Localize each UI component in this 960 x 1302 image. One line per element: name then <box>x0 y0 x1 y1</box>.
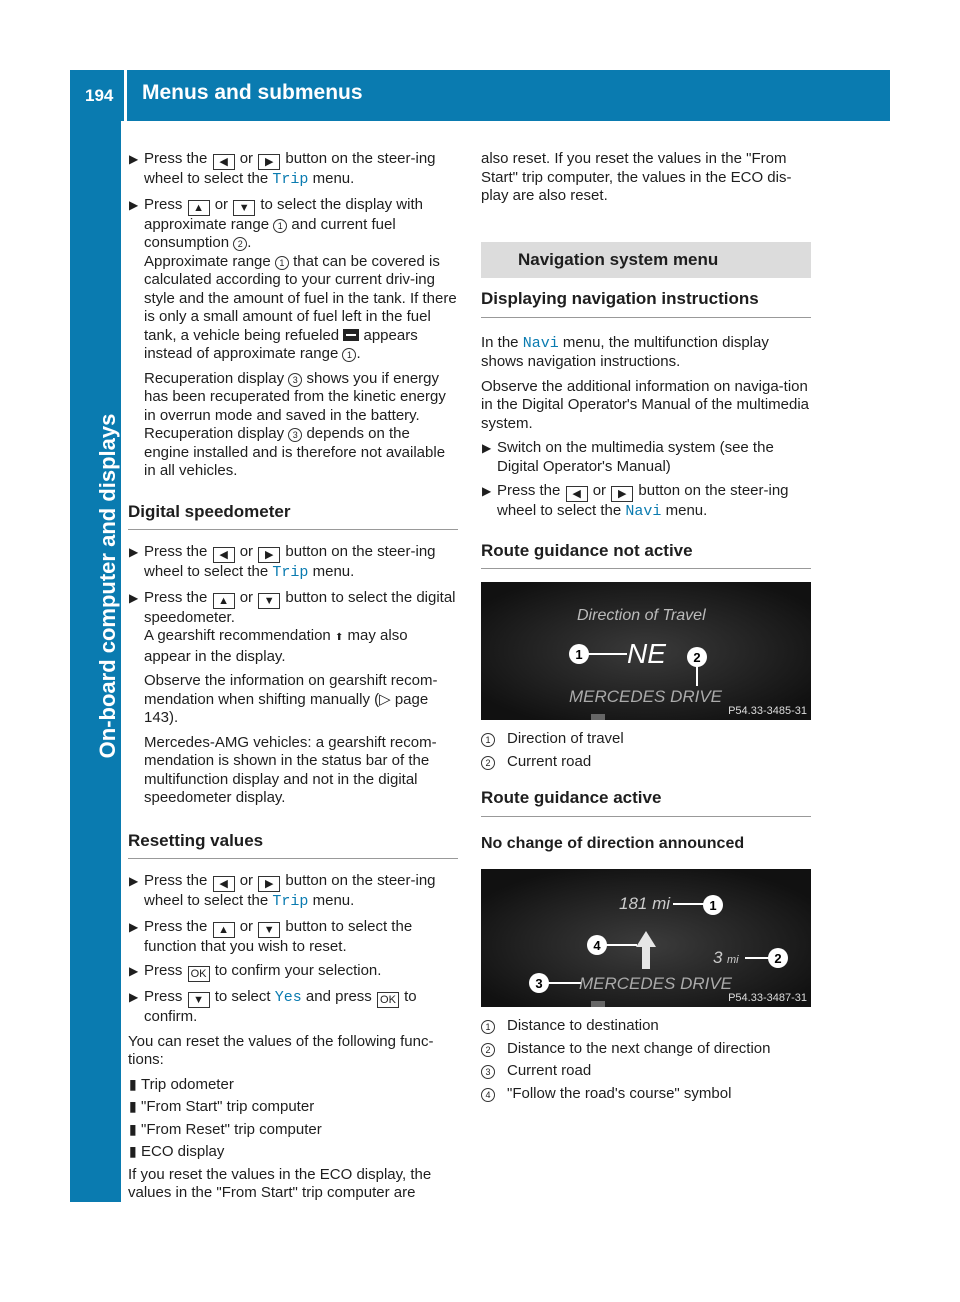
step-text: or <box>239 917 254 935</box>
left-key-icon: ◀ <box>213 876 235 892</box>
legend-item <box>481 753 811 772</box>
step-marker-icon: ▶ <box>129 990 139 1004</box>
distance-to-destination: 181 mi <box>619 894 671 913</box>
heading-displaying-navigation: Displaying navigation instructions <box>481 290 811 318</box>
heading-resetting-values: Resetting values <box>128 832 458 860</box>
reset-list-item-text: Trip odometer <box>141 1075 234 1093</box>
header-divider <box>124 70 127 121</box>
step-text: Press <box>144 988 183 1005</box>
step-text: or <box>239 872 254 889</box>
step-text: or <box>239 588 254 606</box>
right-key-icon: ▶ <box>258 547 280 563</box>
left-key-icon: ◀ <box>213 547 235 563</box>
bullet-icon: ▮ <box>129 1143 137 1159</box>
legend-item <box>481 1062 811 1081</box>
step-select-range <box>128 196 458 364</box>
step-text: Press the <box>144 588 208 606</box>
display-illustration <box>481 582 811 720</box>
legend-not-active <box>481 730 811 771</box>
reset-list-item <box>128 1076 458 1095</box>
step-text: button on the steer-ing wheel to select the <box>144 543 436 580</box>
step-text: menu. <box>312 563 355 580</box>
page-header <box>70 70 890 121</box>
current-road-label: MERCEDES DRIVE <box>569 687 723 706</box>
reset-list-item-text: "From Reset" trip computer <box>141 1120 322 1138</box>
callout-2-label: 2 <box>774 951 782 966</box>
step-text: . <box>247 234 252 251</box>
step-text: or <box>214 195 229 213</box>
down-key-icon: ▼ <box>258 593 280 609</box>
bullet-icon: ▮ <box>129 1075 137 1092</box>
paragraph-text: depends on the engine installed and is therefore not available in all vehicles. <box>144 425 446 479</box>
figure-code: P54.33-3487-31 <box>728 992 807 1004</box>
step-marker-icon: ▶ <box>482 441 492 455</box>
step-text: button on the steer-ing wheel to select the <box>497 482 789 519</box>
right-column <box>481 150 811 1107</box>
direction-value: NE <box>627 638 666 669</box>
step-marker-icon: ▶ <box>129 152 139 166</box>
reset-list-item-text: ECO display <box>141 1143 225 1160</box>
step-marker-icon: ▶ <box>129 197 139 212</box>
step-text: to select the display with approximate range <box>144 195 423 233</box>
menu-name-yes: Yes <box>274 989 302 1006</box>
step-text: or <box>239 543 254 560</box>
step-text: Switch on the multimedia system (see the Digital Operator's Manual) <box>497 439 774 475</box>
step-marker-icon: ▶ <box>129 545 139 559</box>
callout-1-label: 1 <box>709 898 717 913</box>
legend-item-text: Current road <box>507 1062 592 1079</box>
refuel-vehicle-icon <box>343 329 359 341</box>
gearshift-icon: ⬆ <box>334 632 344 643</box>
heading-route-guidance-not-active: Route guidance not active <box>481 542 811 570</box>
figure-code: P54.33-3485-31 <box>728 705 807 717</box>
reset-outro: If you reset the values in the ECO display, the values in the "From Start" trip computer are <box>128 1165 432 1201</box>
step-text: to confirm. <box>144 988 417 1025</box>
step-text: menu. <box>312 892 355 909</box>
direction-label: Direction of Travel <box>577 607 706 624</box>
right-key-icon: ▶ <box>611 486 633 502</box>
callout-3-icon: 3 <box>481 1065 495 1079</box>
step-text: or <box>239 150 254 167</box>
paragraph-text: In the <box>481 333 519 351</box>
ok-key-icon: OK <box>377 992 399 1008</box>
callout-3-label: 3 <box>535 976 543 991</box>
step-text: may also appear in the display. <box>144 627 408 665</box>
step-text: . <box>356 345 361 362</box>
step-text: to select <box>214 988 271 1005</box>
step-text: button to select the digital speedometer. <box>144 588 456 626</box>
step-switch-on-multimedia <box>481 439 811 476</box>
step-text: Press the <box>144 872 208 889</box>
legend-item-text: Direction of travel <box>507 730 624 747</box>
heading-no-change-of-direction: No change of direction announced <box>481 834 745 852</box>
callout-2-icon: 2 <box>233 237 247 251</box>
callout-1-label: 1 <box>575 647 583 662</box>
heading-route-guidance-active: Route guidance active <box>481 789 811 817</box>
up-key-icon: ▲ <box>213 593 235 609</box>
step-confirm <box>128 962 458 982</box>
next-change-distance: 3 <box>713 948 723 967</box>
section-title: Menus and submenus <box>142 81 363 104</box>
heading-digital-speedometer: Digital speedometer <box>128 503 458 531</box>
reset-list-item <box>128 1143 458 1162</box>
callout-2-icon: 2 <box>481 756 495 770</box>
legend-item <box>481 1017 811 1036</box>
right-key-icon: ▶ <box>258 154 280 170</box>
step-text: Press <box>144 195 183 213</box>
step-text: button to select the function that you wish to reset. <box>144 917 413 955</box>
callout-3-icon: 3 <box>288 428 302 442</box>
callout-1-icon: 1 <box>342 348 356 362</box>
legend-item-text: Distance to destination <box>507 1017 659 1034</box>
reset-list-item <box>128 1121 458 1140</box>
display-illustration <box>481 869 811 1007</box>
paragraph-text: Recuperation display <box>144 369 285 387</box>
menu-name-navi: Navi <box>522 334 559 352</box>
gearshift-info-paragraph: Observe the information on gearshift recom-mendation when shifting manually (▷ page 143). <box>144 672 438 726</box>
step-select-trip <box>128 543 458 583</box>
callout-1-icon: 1 <box>481 1020 495 1034</box>
page-number: 194 <box>85 86 114 105</box>
navi-intro-paragraph <box>481 334 811 372</box>
callout-2-icon: 2 <box>481 1043 495 1057</box>
heading-navigation-system-menu: Navigation system menu <box>481 242 811 279</box>
step-select-speedometer <box>128 589 458 667</box>
callout-1-icon: 1 <box>275 256 289 270</box>
bullet-icon: ▮ <box>129 1120 137 1137</box>
step-text: to confirm your selection. <box>214 962 382 979</box>
step-text: and current fuel consumption <box>144 215 396 251</box>
display-indicator <box>591 1001 605 1007</box>
step-text: Press the <box>497 482 561 499</box>
current-road-label: MERCEDES DRIVE <box>579 974 733 993</box>
display-figure-active <box>481 869 811 1007</box>
step-text: button on the steer-ing wheel to select the <box>144 150 436 187</box>
step-text: appears instead of approximate range <box>144 326 418 362</box>
bullet-icon: ▮ <box>129 1098 137 1114</box>
down-key-icon: ▼ <box>258 922 280 938</box>
step-text: Press <box>144 962 183 979</box>
legend-item <box>481 1040 811 1059</box>
continuation-paragraph: also reset. If you reset the values in the "From Start" trip computer, the values in the ECO dis-play are also reset. <box>481 150 792 204</box>
right-key-icon: ▶ <box>258 876 280 892</box>
callout-1-icon: 1 <box>273 219 287 233</box>
step-select-function <box>128 918 458 957</box>
left-column <box>128 150 458 1209</box>
left-key-icon: ◀ <box>566 486 588 502</box>
ok-key-icon: OK <box>188 966 210 982</box>
left-key-icon: ◀ <box>213 154 235 170</box>
callout-2-label: 2 <box>693 650 701 665</box>
step-text: menu. <box>312 170 355 187</box>
reset-function-list <box>128 1076 458 1162</box>
step-text: button on the steer-ing wheel to select the <box>144 872 436 909</box>
step-text: Approximate range <box>144 252 271 270</box>
reset-list-item <box>128 1098 458 1117</box>
callout-4-label: 4 <box>593 938 601 953</box>
legend-item-text: "Follow the road's course" symbol <box>507 1084 732 1102</box>
step-select-trip <box>128 872 458 912</box>
step-text: Press the <box>144 543 208 560</box>
recuperation-paragraph <box>128 370 458 481</box>
step-marker-icon: ▶ <box>129 919 139 934</box>
next-change-unit: mi <box>727 954 739 966</box>
callout-4-icon: 4 <box>481 1088 495 1102</box>
reset-list-item-text: "From Start" trip computer <box>141 1098 315 1115</box>
legend-item <box>481 730 811 749</box>
step-select-trip <box>128 150 458 190</box>
callout-1-icon: 1 <box>481 733 495 747</box>
display-indicator <box>591 714 605 720</box>
chapter-title: On-board computer and displays <box>94 413 120 759</box>
amg-paragraph: Mercedes-AMG vehicles: a gearshift recom-mendation is shown in the status bar of the multifunction display and not in the digital speedometer display. <box>144 733 437 806</box>
up-key-icon: ▲ <box>188 200 210 216</box>
legend-active <box>481 1017 811 1103</box>
navi-observe-paragraph: Observe the additional information on naviga-tion in the Digital Operator's Manual of the multimedia system. <box>481 377 810 432</box>
step-text: Press the <box>144 150 208 167</box>
callout-3-icon: 3 <box>288 373 302 387</box>
step-text: and press <box>305 988 372 1005</box>
paragraph-text: shows you if energy has been recuperated from the kinetic energy in overrun mode and saved in the battery. Recuperation display <box>144 369 446 442</box>
legend-item-text: Current road <box>507 752 592 770</box>
step-marker-icon: ▶ <box>129 874 139 888</box>
down-key-icon: ▼ <box>188 992 210 1008</box>
up-key-icon: ▲ <box>213 922 235 938</box>
reset-intro: You can reset the values of the following func-tions: <box>128 1032 434 1068</box>
step-text: menu. <box>665 502 708 519</box>
step-text: A gearshift recommendation <box>144 627 331 644</box>
step-text: Press the <box>144 917 208 935</box>
menu-name-trip: Trip <box>272 171 309 188</box>
legend-item-text: Distance to the next change of direction <box>507 1039 771 1057</box>
legend-item <box>481 1085 811 1104</box>
menu-name-navi: Navi <box>625 503 662 520</box>
step-select-navi <box>481 482 811 522</box>
down-key-icon: ▼ <box>233 200 255 216</box>
paragraph-text: menu, the multifunction display shows navigation instructions. <box>481 333 769 370</box>
step-select-yes <box>128 988 458 1027</box>
step-marker-icon: ▶ <box>482 484 492 498</box>
menu-name-trip: Trip <box>272 893 309 910</box>
menu-name-trip: Trip <box>272 564 309 581</box>
step-text: or <box>592 482 607 499</box>
step-marker-icon: ▶ <box>129 964 139 978</box>
step-text: that can be covered is calculated according to your current driv-ing style and the amount of fuel in the tank. If there is only a small amount of fuel left in the fuel tank, a vehicle being refueled <box>144 252 457 344</box>
display-figure-not-active <box>481 582 811 720</box>
step-marker-icon: ▶ <box>129 590 139 605</box>
